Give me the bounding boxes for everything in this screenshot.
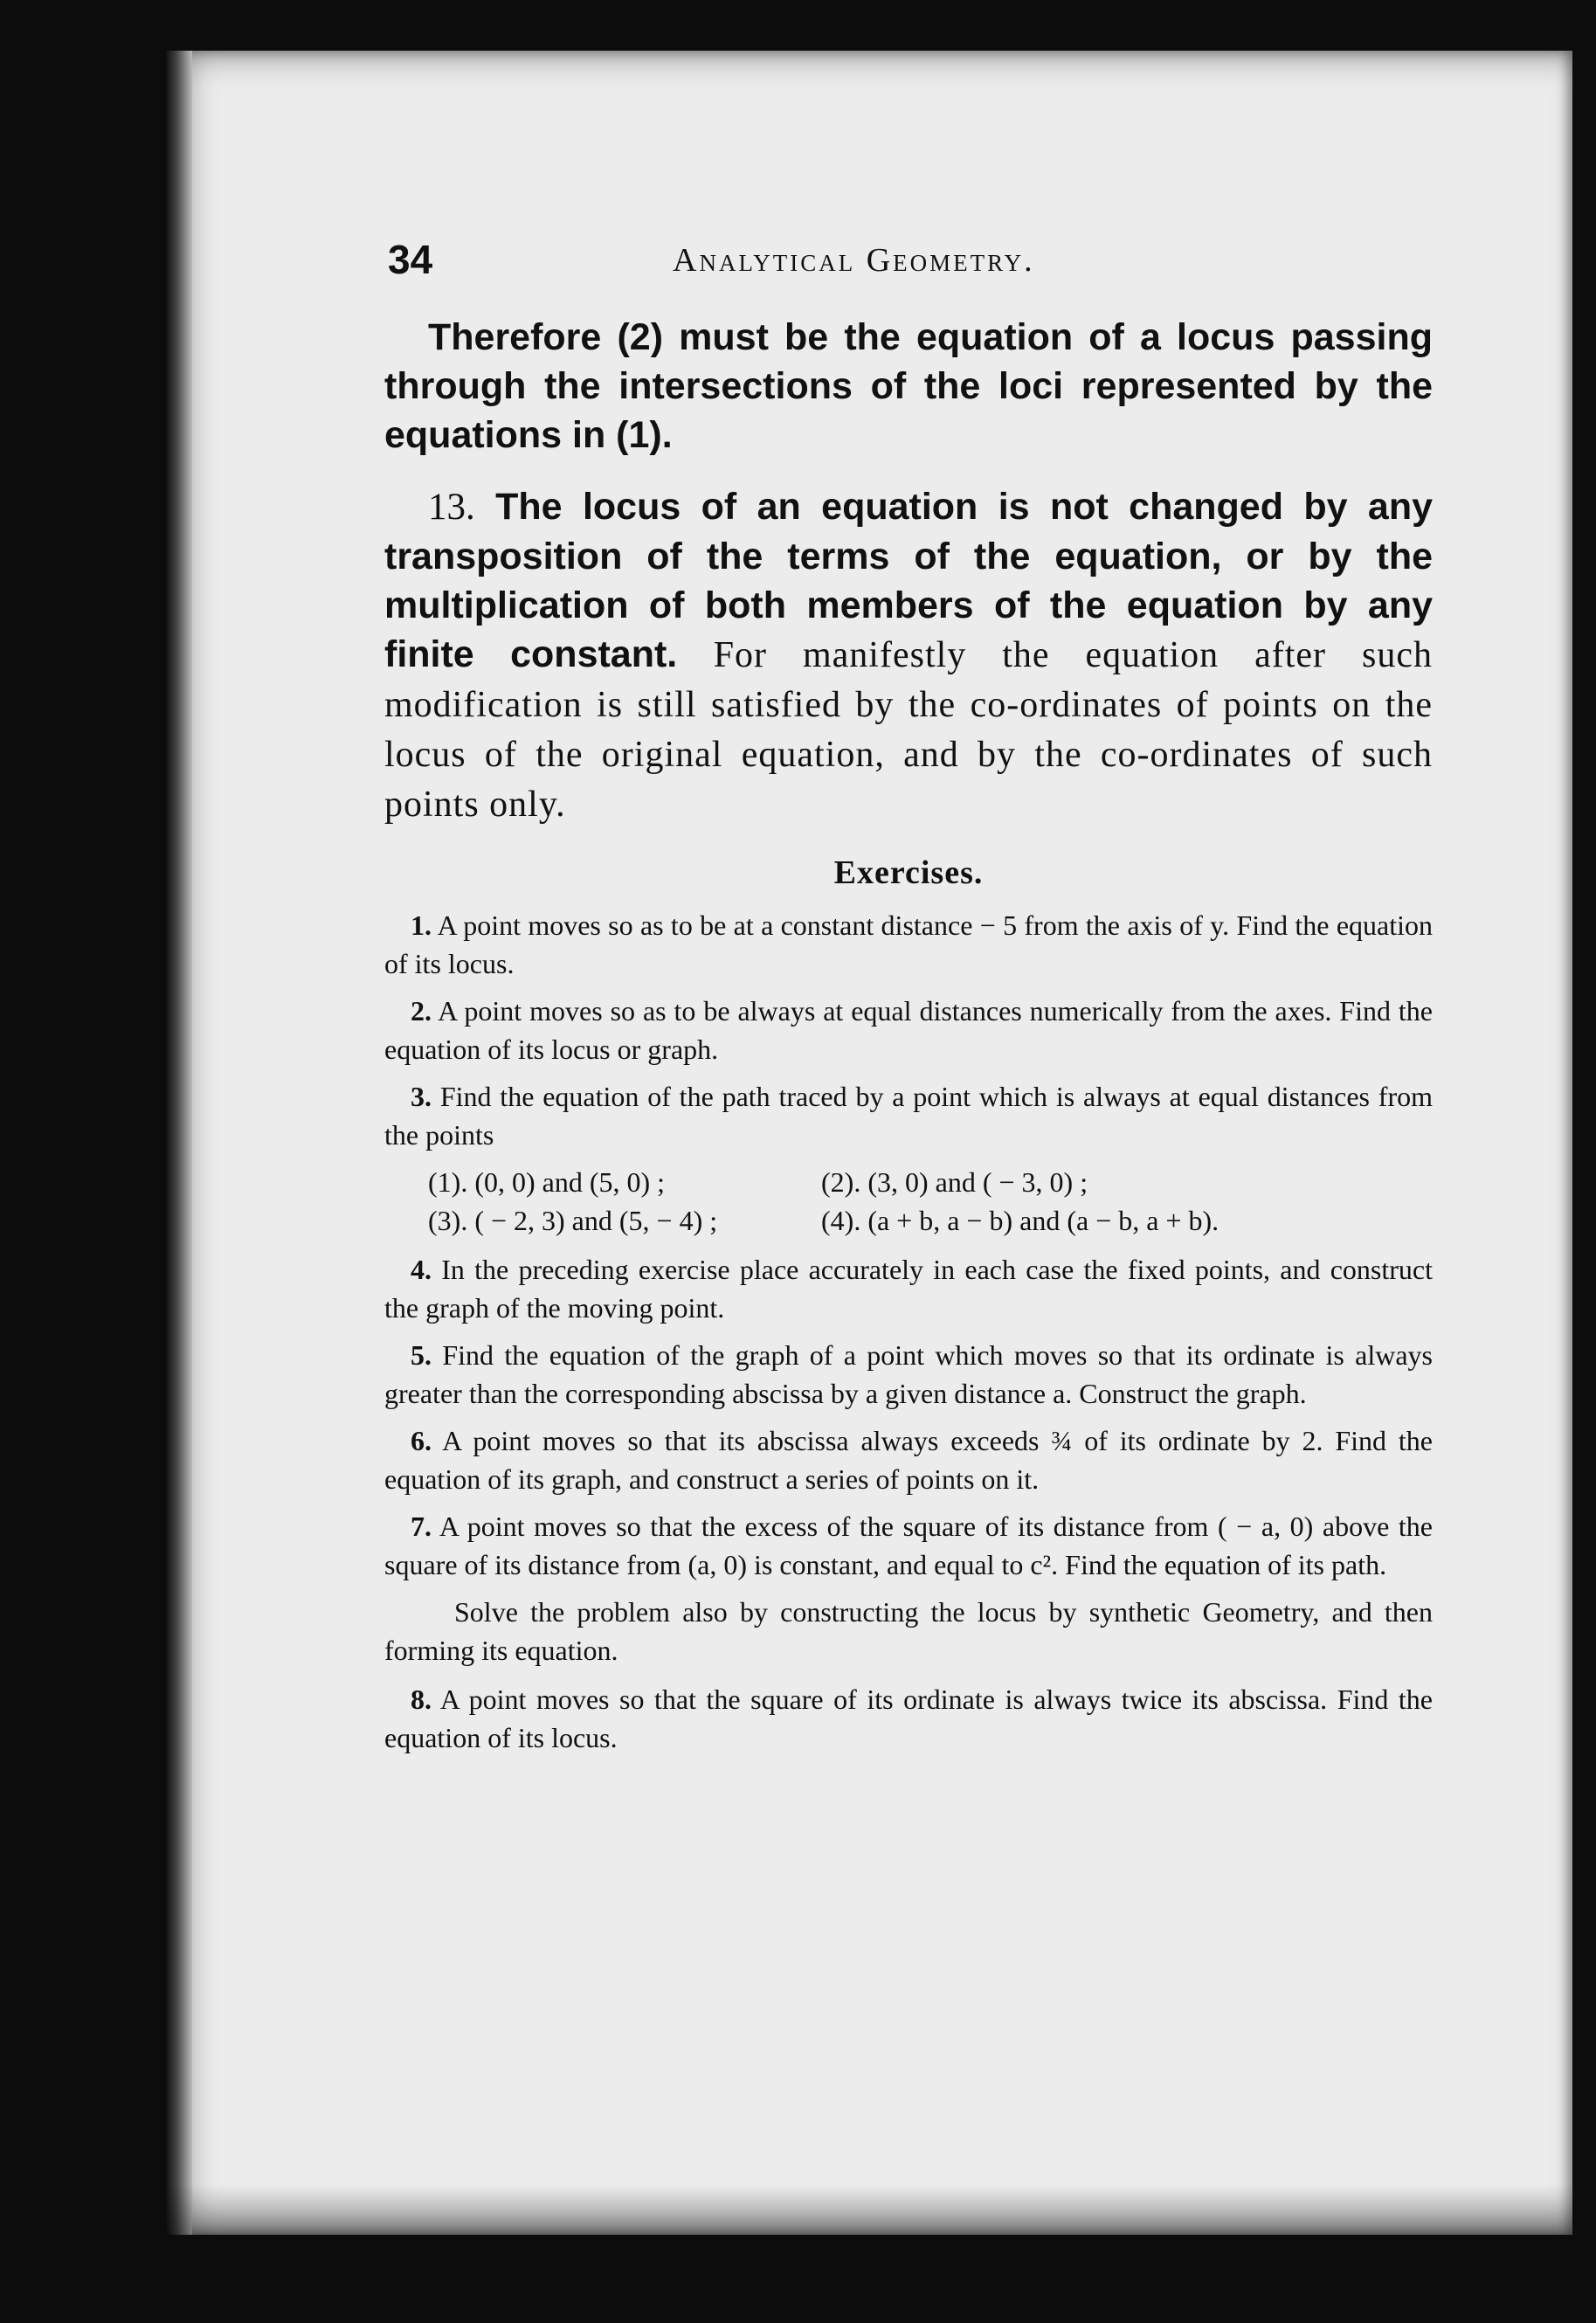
exercise-text: A point moves so that its abscissa always exceeds ¾ of its ordinate by 2. Find the equation of its graph, and construct a series of points on it. [384, 1425, 1434, 1495]
running-head: Analytical Geometry. [673, 242, 1035, 279]
section-13-normal-text: For manifestly the equation after such modification is still satisfied by the co-ordinates of points on the locus of the original equation, and by the co-ordinates of such points only. [384, 635, 1433, 825]
exercise-8 [384, 1680, 1433, 1757]
page-header [384, 236, 1433, 297]
exercise-3-parts-row-2 [428, 1201, 1433, 1240]
exercise-3-parts-row-1 [428, 1163, 1433, 1201]
exercise-number: 5. [411, 1339, 432, 1371]
paragraph-therefore: Therefore (2) must be the equation of a locus passing through the intersections of the loci represented by the equations in (1). [384, 316, 1433, 456]
exercise-6 [384, 1421, 1433, 1498]
exercise-1 [384, 906, 1433, 983]
exercise-number: 3. [411, 1081, 432, 1112]
page-content [384, 236, 1433, 1766]
exercise-text: A point moves so that the excess of the square of its distance from ( − a, 0) above the square of its distance from (a, 0) is constant, and equal to c². Find the equation of its path. [384, 1511, 1434, 1580]
exercise-text: A point moves so as to be always at equal distances numerically from the axes. Find the equation of its locus or graph. [384, 995, 1434, 1065]
exercises-heading: Exercises. [833, 854, 984, 891]
page-bottom-shadow [166, 2184, 1572, 2235]
exercise-3-part-4: (4). (a + b, a − b) and (a − b, a + b). [821, 1205, 1219, 1236]
exercise-3-part-2: (2). (3, 0) and ( − 3, 0) ; [821, 1166, 1088, 1198]
exercise-2 [384, 992, 1433, 1068]
exercise-number: 4. [411, 1254, 432, 1285]
exercise-number: 2. [411, 995, 432, 1027]
page-number: 34 [388, 237, 433, 282]
exercise-number: 7. [411, 1511, 432, 1542]
section-number: 13. [428, 487, 475, 528]
exercise-3-part-1: (1). (0, 0) and (5, 0) ; [428, 1166, 666, 1198]
exercise-3 [384, 1077, 1433, 1154]
exercise-3-part-3: (3). ( − 2, 3) and (5, − 4) ; [428, 1205, 718, 1236]
exercise-number: 6. [411, 1425, 432, 1456]
exercise-7 [384, 1507, 1433, 1584]
exercise-text: A point moves so that the square of its ordinate is always twice its abscissa. Find the equation of its locus. [384, 1683, 1434, 1753]
section-13-bold-text: The locus of an equation is not changed by any transposition of the terms of the equation, or by the multiplication of both members of the equation by any finite constant. [384, 486, 1434, 675]
exercise-text: Find the equation of the path traced by a point which is always at equal distances from the points [384, 1081, 1434, 1151]
exercise-text: Find the equation of the graph of a point which moves so that its ordinate is always greater than the corresponding abscissa by a given distance a. Construct the graph. [384, 1339, 1433, 1409]
book-spine [166, 51, 192, 2235]
exercise-7-solve-note: Solve the problem also by constructing the locus by synthetic Geometry, and then forming its equation. [384, 1596, 1433, 1666]
exercise-text: In the preceding exercise place accurately in each case the fixed points, and construct the graph of the moving point. [384, 1254, 1434, 1324]
exercise-number: 8. [411, 1683, 432, 1715]
exercise-number: 1. [411, 909, 432, 941]
exercise-text: A point moves so as to be at a constant distance − 5 from the axis of y. Find the equation of its locus. [384, 909, 1434, 979]
section-13-paragraph [384, 482, 1433, 829]
exercise-4 [384, 1250, 1433, 1327]
exercise-5 [384, 1336, 1433, 1413]
